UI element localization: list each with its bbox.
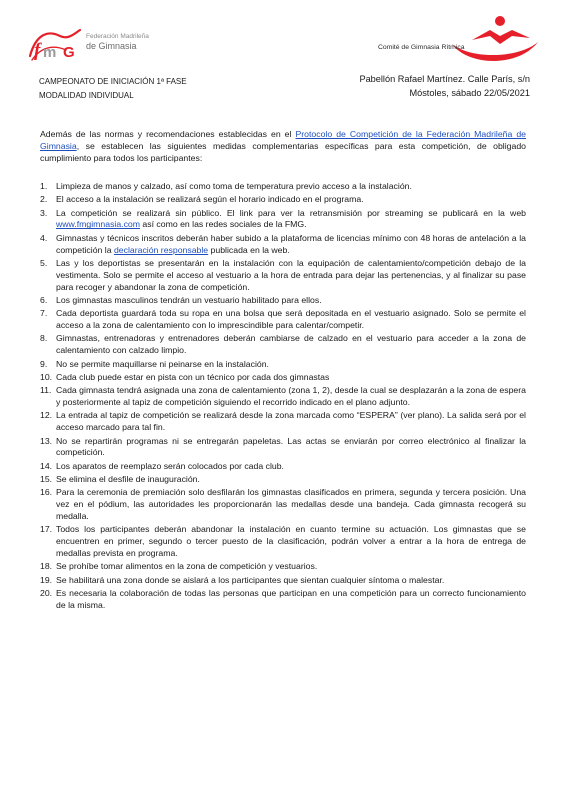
intro-text: Además de las normas y recomendaciones establecidas en el (40, 129, 296, 139)
rule-text: Las y los deportistas se presentarán en la instalación con la equipación de calentamiento/competición debajo de la vestimenta. Solo se permite el acceso al vestuario a la hora de entrada para dejar las pertenencias, y al finalizar su pase para recoger y abandonar la zona de competición. (56, 257, 526, 292)
rule-text: Gimnastas, entrenadoras y entrenadores deberán cambiarse de calzado en el vestuario para acceder a la zona de calentamiento con calzado limpio. (56, 333, 526, 356)
rule-item (40, 575, 526, 587)
rule-item (40, 561, 526, 573)
rule-item (40, 208, 526, 232)
event-info-right (359, 72, 530, 100)
rule-text: Los aparatos de reemplazo serán colocados por cada club. (56, 460, 284, 471)
svg-text:G: G (63, 44, 75, 61)
rule-text: Cada gimnasta tendrá asignada una zona de calentamiento (zona 1, 2), desde la cual se desplazarán a la zona de espera y posteriormente al tapiz de competición siguiendo el recorrido indicado en el plano adjunto. (56, 385, 526, 408)
rule-text: El acceso a la instalación se realizará según el horario indicado en el programa. (56, 194, 364, 205)
rule-number: 7. (40, 308, 48, 319)
federation-name-line2: de Gimnasia (86, 41, 137, 51)
rule-number: 20. (40, 587, 53, 598)
gimnasia-ritmica-logo-icon (448, 14, 540, 66)
rule-text-part: La competición se realizará sin público. El link para ver la retransmisión por streaming se publicará en la web (56, 207, 526, 218)
event-date: Móstoles, sábado 22/05/2021 (409, 88, 530, 98)
rule-text: No se repartirán programas ni se entregarán papeletas. Las actas se enviarán por correo electrónico al finalizar la competición. (56, 435, 526, 458)
rules-list (40, 181, 526, 613)
rule-number: 1. (40, 181, 48, 191)
svg-text:f: f (34, 40, 41, 61)
rule-text: Todos los participantes deberán abandonar la instalación en cuanto termine su actuación. Los gimnastas que se encuentren en primer, segundo o tercer puesto de la clasificación, podrán volver a entrar a la hora de entrega de medallas prevista en programa. (56, 524, 526, 558)
rule-item (40, 258, 526, 293)
responsible-declaration-link[interactable]: declaración responsable (113, 244, 209, 255)
rule-text (56, 233, 526, 257)
venue: Pabellón Rafael Martínez. Calle París, s/n (359, 74, 530, 84)
rule-number: 2. (40, 194, 48, 205)
rule-number: 6. (40, 294, 48, 305)
rule-number: 16. (40, 487, 53, 498)
rule-number: 17. (40, 524, 53, 535)
rule-item (40, 359, 526, 371)
rule-item (40, 333, 526, 357)
federation-name-line1: Federación Madrileña (86, 33, 149, 40)
fmg-logo (26, 26, 186, 66)
rule-item (40, 308, 526, 332)
rule-text-part: publicada en la web. (208, 244, 290, 255)
rule-number: 11. (40, 385, 52, 396)
rule-number: 8. (40, 333, 48, 344)
rule-number: 19. (40, 574, 53, 585)
fmg-logo-icon (26, 26, 82, 62)
rule-number: 14. (40, 460, 53, 471)
intro-paragraph (40, 128, 526, 164)
rule-text: La entrada al tapiz de competición se realizará desde la zona marcada como “ESPERA” (ver plano). La salida será por el acceso marcado para tal fin. (56, 410, 526, 433)
rule-number: 13. (40, 435, 53, 446)
rule-text: Cada club puede estar en pista con un técnico por cada dos gimnastas (56, 371, 330, 382)
rule-item (40, 372, 526, 384)
rule-item (40, 524, 526, 559)
rule-number: 15. (40, 473, 53, 484)
rule-item (40, 436, 526, 460)
rule-number: 5. (40, 257, 48, 268)
modality: MODALIDAD INDIVIDUAL (39, 91, 134, 100)
committee-name: Comité de Gimnasia Rítmica (378, 44, 465, 51)
rule-text: Se prohíbe tomar alimentos en la zona de competición y vestuarios. (56, 561, 318, 572)
rule-item (40, 233, 526, 257)
rule-item (40, 410, 526, 434)
rule-text: Cada deportista guardará toda su ropa en una bolsa que será depositada en el vestuario asignado. Solo se permite el acceso a la zona de calentamiento con lo imprescindible para calentar/competir. (56, 308, 526, 331)
rule-item (40, 461, 526, 473)
rule-text (56, 208, 526, 232)
protocol-link[interactable]: Protocolo de Competición de la Federación Madrileña de Gimnasia (40, 129, 527, 152)
rule-item (40, 181, 526, 193)
event-info-left (39, 75, 187, 103)
rule-number: 9. (40, 358, 48, 369)
rule-text: Limpieza de manos y calzado, así como toma de temperatura previo acceso a la instalación. (56, 181, 412, 191)
rule-item (40, 385, 526, 409)
rule-number: 3. (40, 207, 48, 218)
intro-text-end: , se establecen las siguientes medidas complementarias específicas para esta competición, de obligado cumplimiento para todos los participantes: (40, 141, 526, 164)
rule-number: 18. (40, 561, 53, 572)
rule-number: 10. (40, 371, 53, 382)
rule-text: Se elimina el desfile de inauguración. (56, 473, 200, 484)
rule-text: No se permite maquillarse ni peinarse en la instalación. (56, 358, 269, 369)
rule-item (40, 194, 526, 206)
rule-number: 4. (40, 232, 48, 243)
website-link[interactable]: www.fmgimnasia.com (56, 219, 140, 230)
rule-text: Es necesaria la colaboración de todas las personas que participan en una competición para un correcto funcionamiento de la misma. (56, 587, 526, 610)
rule-item (40, 474, 526, 486)
rule-text: Se habilitará una zona donde se aislará a los participantes que sientan cualquier síntoma o malestar. (56, 574, 445, 585)
federation-name (86, 33, 196, 52)
svg-text:m: m (43, 44, 57, 61)
championship-title: CAMPEONATO DE INICIACIÓN 1ª FASE (39, 77, 187, 86)
rule-item (40, 295, 526, 307)
rule-number: 12. (40, 410, 53, 421)
rule-item (40, 588, 526, 612)
rule-text: Los gimnastas masculinos tendrán un vestuario habilitado para ellos. (56, 294, 322, 305)
rule-text-part: Gimnastas y técnicos inscritos deberán haber subido a la plataforma de licencias mínimo con 48 horas de antelación a la competición la (56, 232, 526, 255)
rule-text: Para la ceremonia de premiación solo desfilarán los gimnastas clasificados en primera, segunda y tercera posición. Una vez en el pódium, las autoridades les proporcionarán las medallas desde una bandeja. Cada gimnasta recogerá su medalla. (56, 487, 526, 521)
rule-item (40, 487, 526, 522)
rule-text-part: así como en las redes sociales de la FMG. (140, 219, 307, 230)
